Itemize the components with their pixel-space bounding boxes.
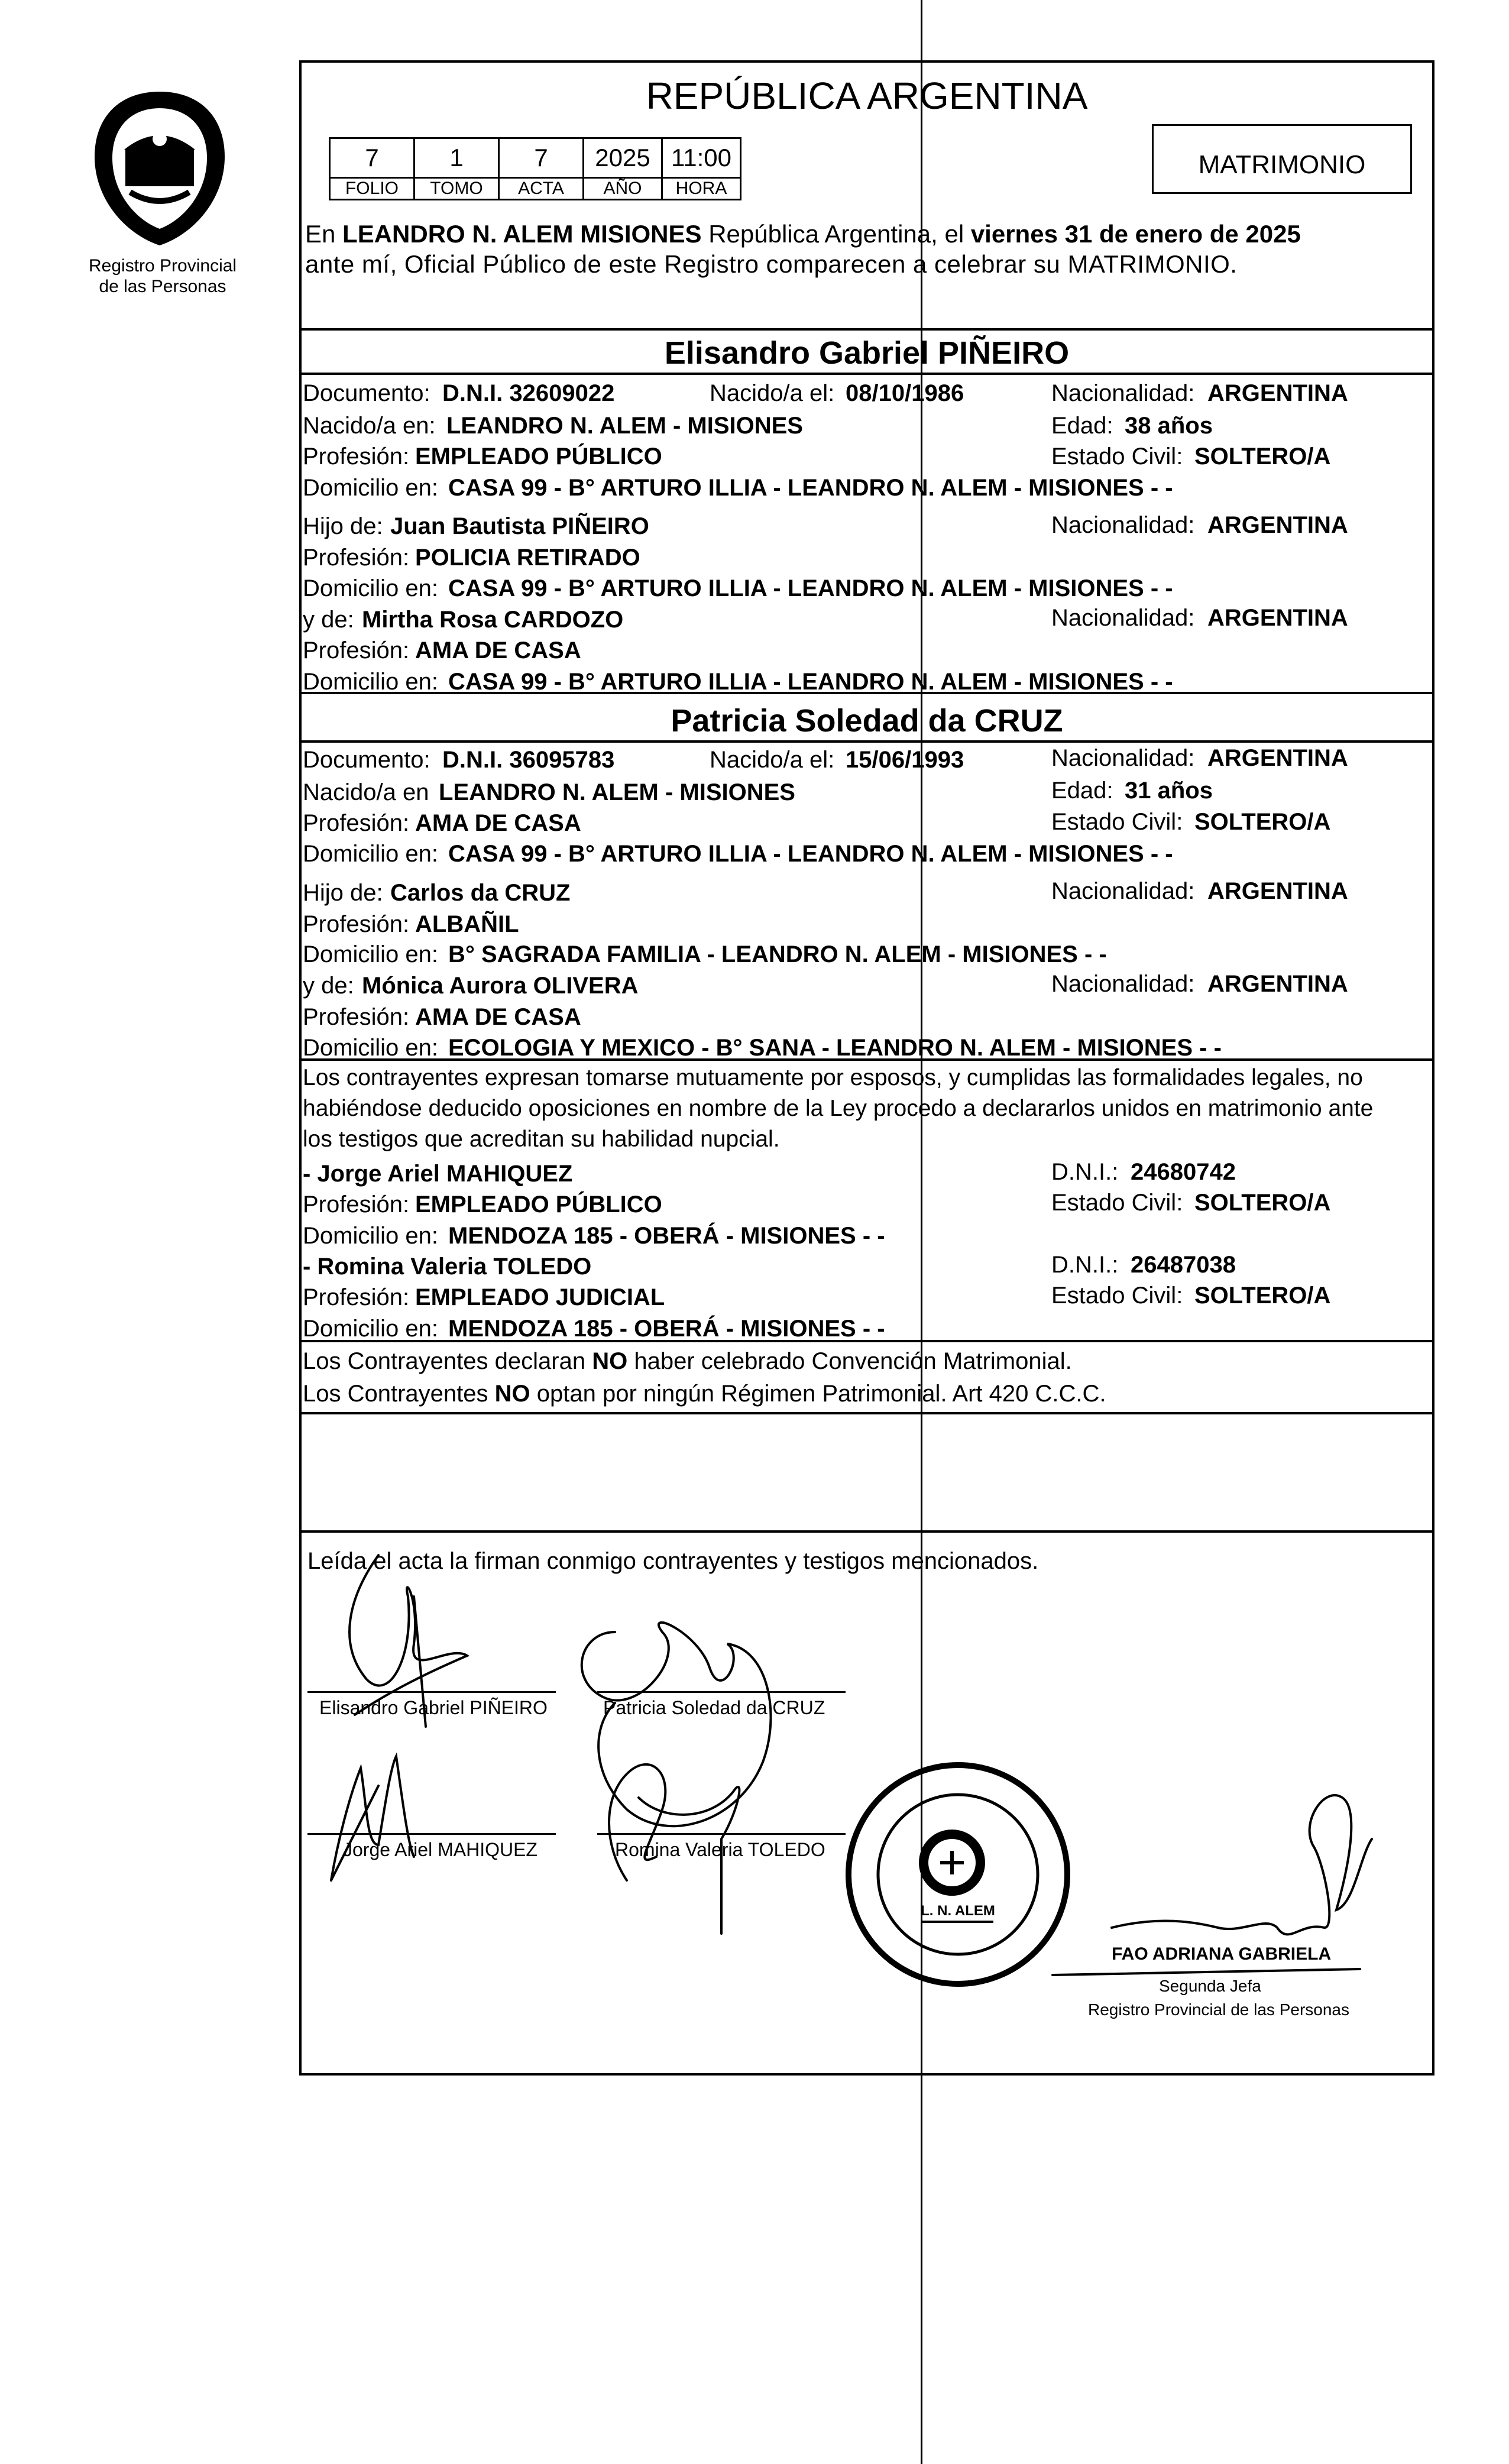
groom-mother-dom: CASA 99 - B° ARTURO ILLIA - LEANDRO N. ALEM - MISIONES - -: [448, 669, 1173, 695]
bride-father-label: Hijo de:: [303, 880, 383, 906]
groom-signature-name: Elisandro Gabriel PIÑEIRO: [319, 1697, 548, 1718]
groom-civil: SOLTERO/A: [1194, 443, 1331, 470]
witness1-signature-stroke: [331, 1756, 414, 1880]
groom-father-nat-label: Nacionalidad:: [1051, 512, 1195, 538]
bride-mother: Mónica Aurora OLIVERA: [362, 973, 639, 999]
bride-age: 31 años: [1125, 778, 1213, 804]
witness2-civil: SOLTERO/A: [1194, 1283, 1331, 1309]
groom-name: Elisandro Gabriel PIÑEIRO: [664, 335, 1070, 371]
hour-value: 11:00: [662, 138, 741, 178]
bride-prof: AMA DE CASA: [415, 810, 581, 836]
witness2-civil-label: Estado Civil:: [1051, 1283, 1183, 1309]
groom-born-label: Nacido/a el:: [710, 380, 835, 406]
convention-line2-pre: Los Contrayentes: [303, 1381, 488, 1407]
bride-civil: SOLTERO/A: [1194, 809, 1331, 835]
witness2-dni: 26487038: [1131, 1252, 1236, 1278]
intro-line2: ante mí, Oficial Público de este Registro comparecen a celebrar su MATRIMONIO.: [305, 250, 1238, 278]
groom-father-label: Hijo de:: [303, 513, 383, 539]
witness2-signature-name: Romina Valeria TOLEDO: [615, 1839, 825, 1860]
bride-father: Carlos da CRUZ: [390, 880, 571, 906]
groom-father-nat: ARGENTINA: [1207, 512, 1348, 538]
bride-name: Patricia Soledad da CRUZ: [671, 703, 1063, 739]
bride-born-label: Nacido/a el:: [710, 747, 835, 773]
witness2-dom: MENDOZA 185 - OBERÁ - MISIONES - -: [448, 1316, 885, 1342]
bride-birthplace: LEANDRO N. ALEM - MISIONES: [439, 779, 795, 805]
groom-mother-prof: AMA DE CASA: [415, 637, 581, 663]
year-value: 2025: [584, 138, 662, 178]
witness1-dni-label: D.N.I.:: [1051, 1159, 1119, 1185]
groom-mother-nat: ARGENTINA: [1207, 605, 1348, 631]
intro-prefix: En: [305, 220, 336, 248]
official-stamp-icon: [849, 1765, 1067, 1984]
groom-mother-prof-label: Profesión:: [303, 637, 410, 663]
witness2-dni-label: D.N.I.:: [1051, 1252, 1119, 1278]
official-signature-stroke: [1112, 1795, 1372, 1934]
groom-signature-stroke-2: [414, 1597, 426, 1727]
bride-mother-label: y de:: [303, 973, 354, 999]
witness1-civil: SOLTERO/A: [1194, 1190, 1331, 1216]
bride-father-nat-label: Nacionalidad:: [1051, 878, 1195, 904]
witness1-signature-name: Jorge Ariel MAHIQUEZ: [343, 1839, 537, 1860]
groom-signature-stroke: [349, 1555, 467, 1715]
official-role: Segunda Jefa: [1159, 1977, 1261, 1995]
groom-father: Juan Bautista PIÑEIRO: [390, 513, 649, 539]
groom-mother: Mirtha Rosa CARDOZO: [362, 607, 624, 633]
convention-line1-no: NO: [592, 1348, 628, 1374]
witness2-prof-label: Profesión:: [303, 1284, 410, 1310]
bride-mother-dom-label: Domicilio en:: [303, 1035, 438, 1061]
official-name: FAO ADRIANA GABRIELA: [1112, 1944, 1332, 1964]
official-signature-line: [1053, 1969, 1360, 1975]
bride-dom: CASA 99 - B° ARTURO ILLIA - LEANDRO N. ALEM - MISIONES - -: [448, 841, 1173, 867]
bride-father-prof-label: Profesión:: [303, 911, 410, 937]
bride-mother-prof-label: Profesión:: [303, 1004, 410, 1030]
groom-doc: D.N.I. 32609022: [442, 380, 615, 406]
witness1-signature-stroke-2: [331, 1786, 378, 1880]
groom-father-prof: POLICIA RETIRADO: [415, 545, 640, 571]
logo-caption-line2: de las Personas: [99, 277, 226, 296]
groom-age: 38 años: [1125, 413, 1213, 439]
groom-prof: EMPLEADO PÚBLICO: [415, 443, 662, 470]
witness2-signature-stroke: [609, 1764, 665, 1880]
convention-line2-no: NO: [494, 1381, 530, 1407]
bride-signature-name: Patricia Soledad da CRUZ: [603, 1697, 825, 1718]
groom-age-label: Edad:: [1051, 413, 1113, 439]
witness2-prof: EMPLEADO JUDICIAL: [415, 1284, 665, 1310]
folio-value: 7: [330, 138, 415, 178]
bride-birthplace-label: Nacido/a en: [303, 779, 429, 805]
bride-civil-label: Estado Civil:: [1051, 809, 1183, 835]
bride-mother-nat: ARGENTINA: [1207, 971, 1348, 997]
bride-prof-label: Profesión:: [303, 810, 410, 836]
witness2-dom-label: Domicilio en:: [303, 1316, 438, 1342]
groom-mother-dom-label: Domicilio en:: [303, 669, 438, 695]
folio-label: FOLIO: [330, 178, 415, 200]
bride-signature-stroke: [582, 1623, 771, 1826]
intro-date: viernes 31 de enero de 2025: [970, 220, 1301, 248]
tomo-label: TOMO: [415, 178, 499, 200]
groom-mother-label: y de:: [303, 607, 354, 633]
groom-birthplace: LEANDRO N. ALEM - MISIONES: [446, 413, 803, 439]
groom-nat-label: Nacionalidad:: [1051, 380, 1195, 406]
year-label: AÑO: [584, 178, 662, 200]
witness1-prof-label: Profesión:: [303, 1191, 410, 1218]
convention-line1-post: haber celebrado Convención Matrimonial.: [634, 1348, 1072, 1374]
convention-line1-pre: Los Contrayentes declaran: [303, 1348, 586, 1374]
act-type: MATRIMONIO: [1198, 150, 1366, 179]
bride-mother-dom: ECOLOGIA Y MEXICO - B° SANA - LEANDRO N. ALEM - MISIONES - -: [448, 1035, 1222, 1061]
groom-doc-label: Documento:: [303, 380, 430, 406]
groom-dom-label: Domicilio en:: [303, 475, 438, 501]
acta-value: 7: [499, 138, 584, 178]
bride-father-prof: ALBAÑIL: [415, 911, 519, 937]
bride-dom-label: Domicilio en:: [303, 841, 438, 867]
bride-father-nat: ARGENTINA: [1207, 878, 1348, 904]
bride-born: 15/06/1993: [846, 747, 964, 773]
groom-prof-label: Profesión:: [303, 443, 410, 470]
witness1-dom-label: Domicilio en:: [303, 1223, 438, 1249]
intro-place: LEANDRO N. ALEM MISIONES: [342, 220, 702, 248]
stamp-inner-text: L. N. ALEM: [921, 1903, 995, 1919]
groom-born: 08/10/1986: [846, 380, 964, 406]
logo-caption-line1: Registro Provincial: [89, 256, 237, 276]
witness1-prof: EMPLEADO PÚBLICO: [415, 1191, 662, 1218]
convention-line2-post: optan por ningún Régimen Patrimonial. Art 420 C.C.C.: [536, 1381, 1106, 1407]
bride-mother-nat-label: Nacionalidad:: [1051, 971, 1195, 997]
bride-mother-prof: AMA DE CASA: [415, 1004, 581, 1030]
tomo-value: 1: [415, 138, 499, 178]
bride-age-label: Edad:: [1051, 778, 1113, 804]
bride-father-dom: B° SAGRADA FAMILIA - LEANDRO N. ALEM - MISIONES - -: [448, 941, 1107, 967]
bride-father-dom-label: Domicilio en:: [303, 941, 438, 967]
groom-civil-label: Estado Civil:: [1051, 443, 1183, 470]
bride-nat-label: Nacionalidad:: [1051, 745, 1195, 771]
groom-nat: ARGENTINA: [1207, 380, 1348, 406]
witness2-name: - Romina Valeria TOLEDO: [303, 1254, 592, 1280]
bride-doc-label: Documento:: [303, 747, 430, 773]
intro-mid: República Argentina, el: [708, 220, 964, 248]
declaration-line3: los testigos que acreditan su habilidad nupcial.: [303, 1126, 780, 1152]
groom-dom: CASA 99 - B° ARTURO ILLIA - LEANDRO N. ALEM - MISIONES - -: [448, 475, 1173, 501]
bride-doc: D.N.I. 36095783: [442, 747, 615, 773]
bride-nat: ARGENTINA: [1207, 745, 1348, 771]
witness1-dni: 24680742: [1131, 1159, 1236, 1185]
groom-birthplace-label: Nacido/a en:: [303, 413, 436, 439]
groom-mother-nat-label: Nacionalidad:: [1051, 605, 1195, 631]
witness1-dom: MENDOZA 185 - OBERÁ - MISIONES - -: [448, 1223, 885, 1249]
witness1-civil-label: Estado Civil:: [1051, 1190, 1183, 1216]
declaration-line1: Los contrayentes expresan tomarse mutuamente por esposos, y cumplidas las formalidades legales, no: [303, 1065, 1363, 1090]
hour-label: HORA: [662, 178, 741, 200]
groom-father-dom: CASA 99 - B° ARTURO ILLIA - LEANDRO N. ALEM - MISIONES - -: [448, 575, 1173, 601]
acta-label: ACTA: [499, 178, 584, 200]
witness1-name: - Jorge Ariel MAHIQUEZ: [303, 1161, 573, 1187]
closing-text: Leída el acta la firman conmigo contrayentes y testigos mencionados.: [307, 1548, 1039, 1574]
groom-father-prof-label: Profesión:: [303, 545, 410, 571]
groom-father-dom-label: Domicilio en:: [303, 575, 438, 601]
official-org: Registro Provincial de las Personas: [1088, 2000, 1349, 2019]
declaration-line2: habiéndose deducido oposiciones en nombre de la Ley procedo a declararlos unidos en matrimonio ante: [303, 1096, 1374, 1121]
page-title: REPÚBLICA ARGENTINA: [646, 75, 1088, 117]
